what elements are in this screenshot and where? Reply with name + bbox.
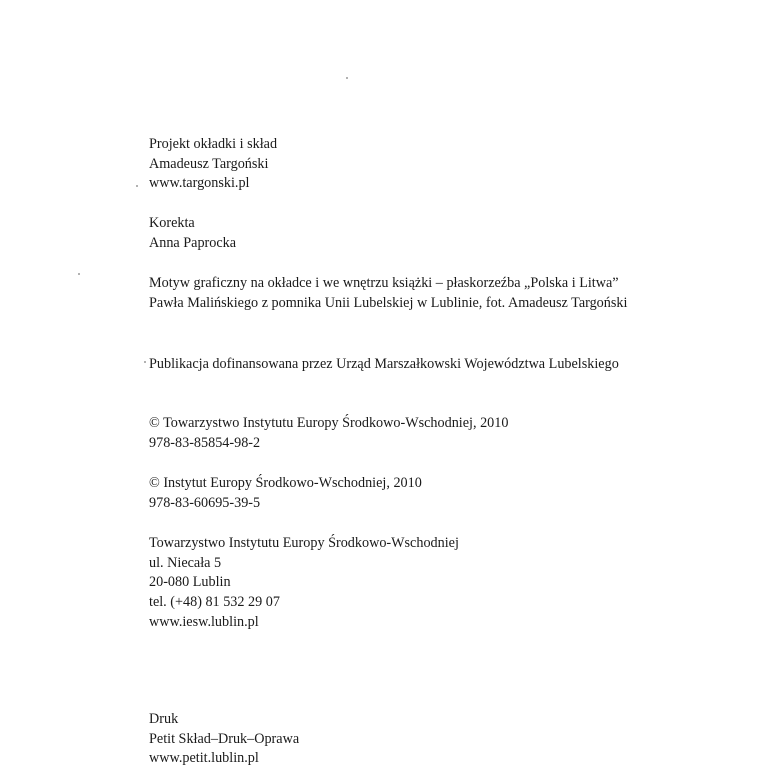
- copyright-holder: © Instytut Europy Środkowo-Wschodniej, 2010: [149, 475, 422, 491]
- publisher-phone: tel. (+48) 81 532 29 07: [149, 594, 280, 611]
- motif-line-1: Motyw graficzny na okładce i we wnętrzu książki – płaskorzeźba „Polska i Litwa”: [149, 275, 619, 291]
- printing-label: Druk: [149, 711, 179, 727]
- publisher-name: Towarzystwo Instytutu Europy Środkowo-Wschodniej: [149, 535, 459, 551]
- scan-speck: [136, 185, 138, 187]
- isbn: 978-83-85854-98-2: [149, 434, 261, 451]
- printer-name: Petit Skład–Druk–Oprawa: [149, 730, 300, 747]
- publisher-address: [149, 534, 459, 633]
- proofreading-credit: [149, 214, 236, 253]
- isbn: 978-83-60695-39-5: [149, 494, 261, 511]
- motif-line-2: Pawła Malińskiego z pomnika Unii Lubelskiej w Lublinie, fot. Amadeusz Targoński: [149, 294, 628, 311]
- scan-speck: [144, 361, 146, 363]
- printer-website: www.petit.lublin.pl: [149, 750, 259, 767]
- proofreader-name: Anna Paprocka: [149, 234, 237, 251]
- publisher-website: www.iesw.lublin.pl: [149, 613, 259, 630]
- printing-credit: [149, 710, 299, 769]
- publisher-street: ul. Niecała 5: [149, 554, 222, 571]
- graphic-motif-note: [149, 274, 627, 313]
- proofreading-label: Korekta: [149, 215, 195, 231]
- copyright-block-2: [149, 474, 422, 513]
- scan-speck: [78, 273, 80, 275]
- copyright-holder: © Towarzystwo Instytutu Europy Środkowo-Wschodniej, 2010: [149, 415, 509, 431]
- publisher-city: 20-080 Lublin: [149, 574, 231, 591]
- copyright-block-1: [149, 414, 508, 453]
- funding-note: [149, 355, 619, 375]
- cover-design-credit: [149, 135, 277, 194]
- funding-text: Publikacja dofinansowana przez Urząd Marszałkowski Województwa Lubelskiego: [149, 356, 619, 372]
- cover-design-label: Projekt okładki i skład: [149, 136, 278, 152]
- cover-designer-name: Amadeusz Targoński: [149, 155, 269, 172]
- designer-website: www.targonski.pl: [149, 175, 250, 192]
- scan-speck: [346, 77, 348, 79]
